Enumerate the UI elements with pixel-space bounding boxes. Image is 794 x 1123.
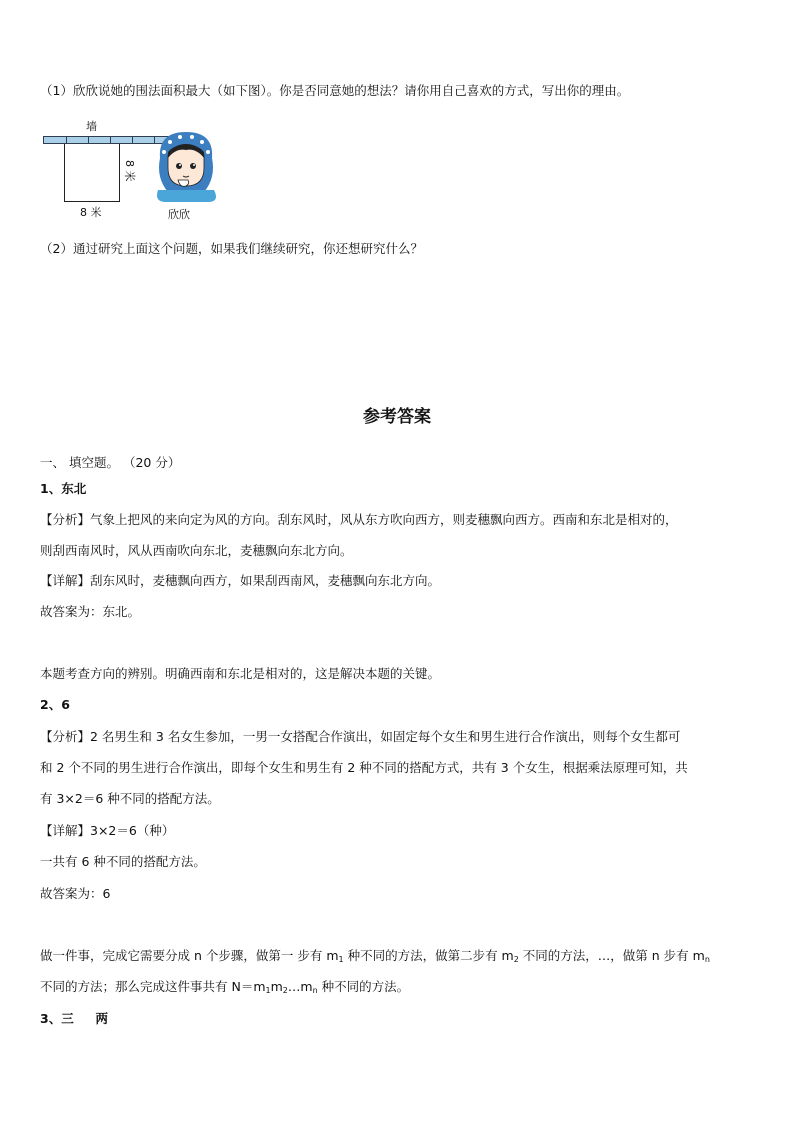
multiplication-principle-line1: 做一件事，完成它需要分成 n 个步骤，做第一 步有 $m_1$ 种不同的方法，做第二步有 $m_2$ 不同的方法，…，做第 n 步有 $m_n$	[40, 948, 710, 964]
multiplication-principle-line2: 不同的方法；那么完成这件事共有 $N=m_1m_2\dots m_n$ 种不同的方法。	[40, 979, 410, 995]
answer-1-analysis-line1: 【分析】气象上把风的来向定为风的方向。刮东风时，风从东方吹向西方，则麦穗飘向西方。西南和东北是相对的，	[40, 512, 678, 527]
question-1: （1）欣欣说她的围法面积最大（如下图）。你是否同意她的想法？请你用自己喜欢的方式，写出你的理由。	[40, 83, 630, 98]
wall-label: 墙	[86, 120, 97, 133]
answer-1-result: 故答案为：东北。	[40, 604, 141, 619]
answer-1-detail: 【详解】刮东风时，麦穗飘向西方，如果刮西南风，麦穗飘向东北方向。	[40, 573, 441, 588]
girl-illustration	[150, 128, 222, 206]
bottom-length-label: 8 米	[80, 206, 102, 219]
answer-2-result: 故答案为：6	[40, 886, 111, 901]
answer-2-count: 一共有 6 种不同的搭配方法。	[40, 854, 206, 869]
fence-diagram	[40, 118, 240, 228]
answer-2-analysis-line1: 【分析】2 名男生和 3 名女生参加，一男一女搭配合作演出，如固定每个女生和男生进行合作演出，则每个女生都可	[40, 729, 681, 744]
answer-2-detail: 【详解】3×2＝6（种）	[40, 823, 175, 838]
answer-title: 参考答案	[363, 407, 431, 427]
fenced-square	[64, 144, 120, 202]
girl-name-label: 欣欣	[168, 208, 190, 221]
question-2: （2）通过研究上面这个问题，如果我们继续研究，你还想研究什么？	[40, 241, 423, 256]
answer-2-number: 2、6	[40, 697, 70, 712]
answer-1-analysis-line2: 则刮西南风时，风从西南吹向东北，麦穗飘向东北方向。	[40, 543, 353, 558]
answer-2-analysis-line2: 和 2 个不同的男生进行合作演出，即每个女生和男生有 2 种不同的搭配方式，共有 3 个女生，根据乘法原理可知，共	[40, 760, 688, 775]
answer-2-analysis-line3: 有 3×2＝6 种不同的搭配方法。	[40, 791, 220, 806]
section-heading: 一、 填空题。 （20 分）	[40, 455, 181, 470]
answer-3-number: 3、三 两	[40, 1011, 108, 1026]
answer-1-number: 1、东北	[40, 481, 87, 496]
side-length-label: 8 米	[123, 160, 136, 182]
answer-1-note: 本题考查方向的辨别。明确西南和东北是相对的，这是解决本题的关键。	[40, 666, 441, 681]
